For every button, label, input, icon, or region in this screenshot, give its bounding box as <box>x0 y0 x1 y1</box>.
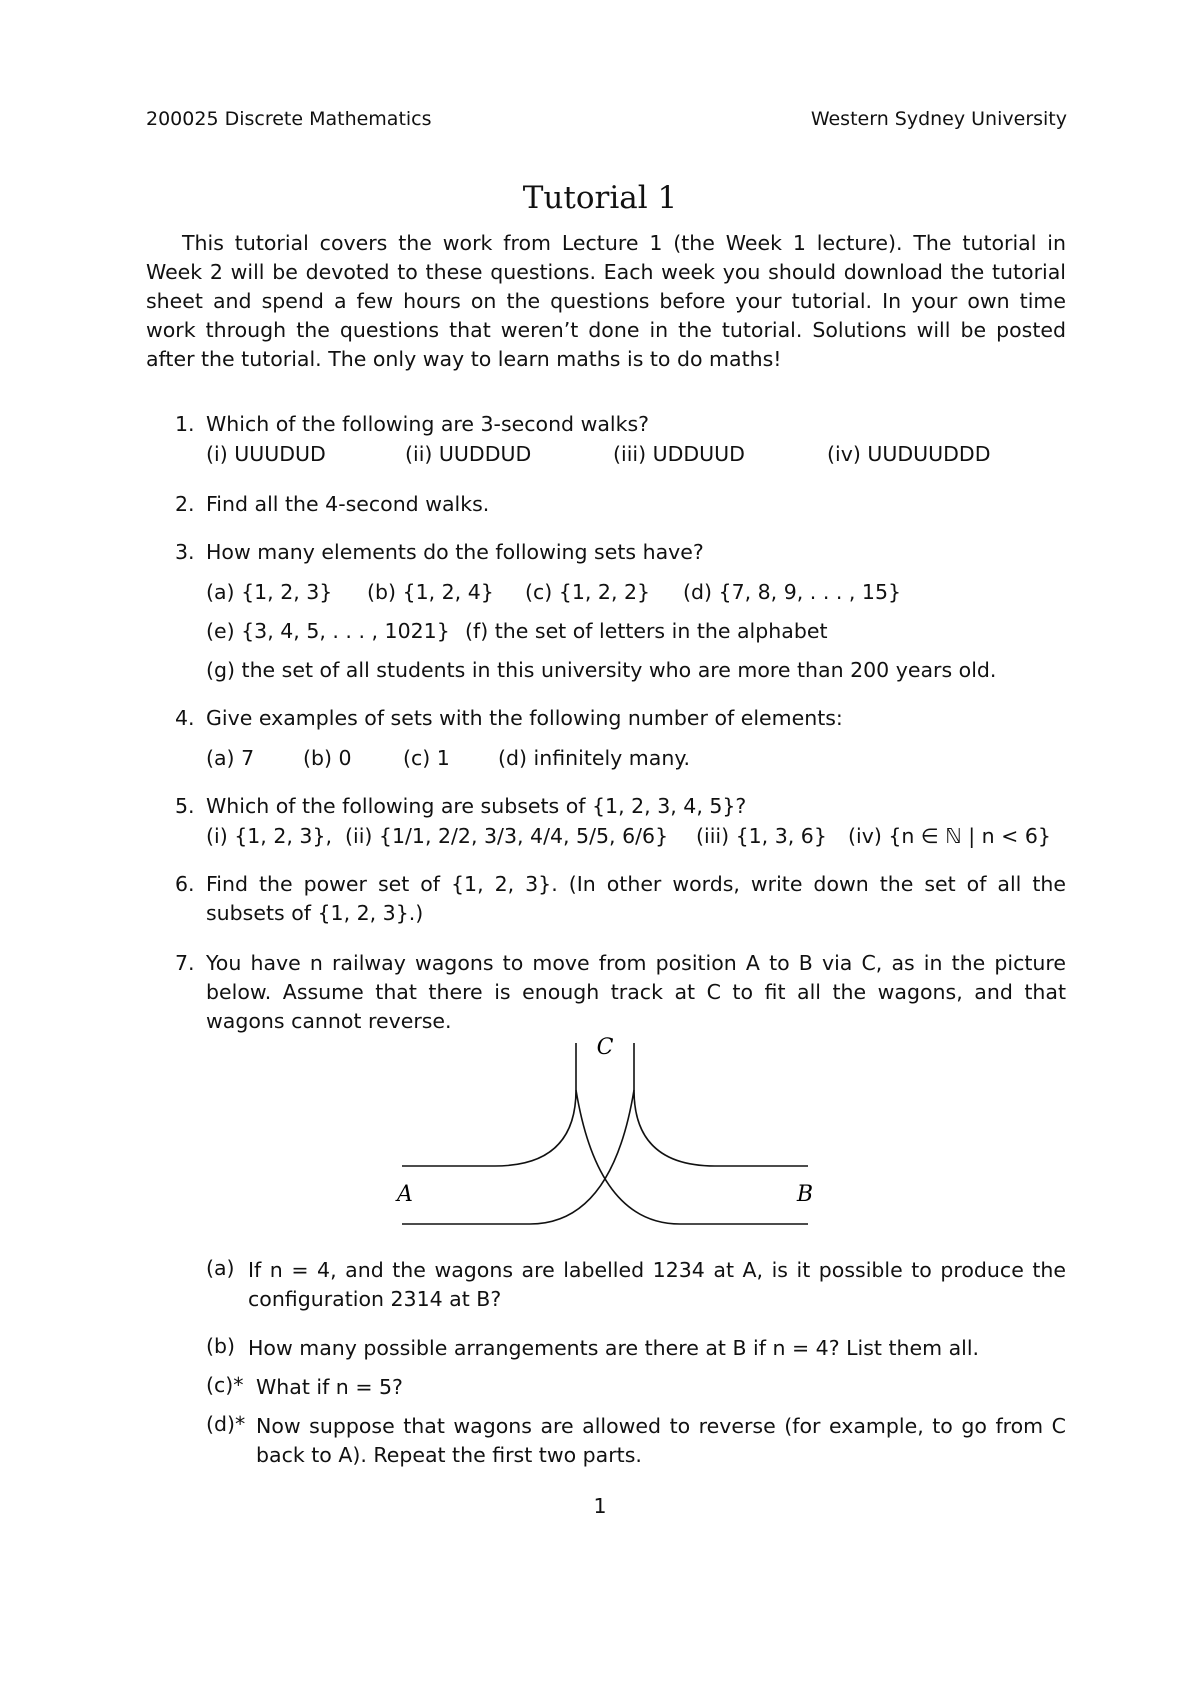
part-d: (d) {7, 8, 9, . . . , 15} <box>683 580 902 604</box>
question-text: How many elements do the following sets have? <box>206 540 704 564</box>
page-title: Tutorial 1 <box>522 180 678 216</box>
question-number: 5. <box>175 794 195 818</box>
question-text: Give examples of sets with the following number of elements: <box>206 706 843 730</box>
part-b: (b) 0 <box>303 746 352 770</box>
university-header: Western Sydney University <box>810 108 1067 130</box>
track-lower-left <box>402 1090 634 1224</box>
part-c-text: What if n = 5? <box>256 1375 403 1399</box>
track-upper-left <box>402 1043 576 1166</box>
option-ii: (ii) UUDDUD <box>405 442 532 466</box>
question-text: Which of the following are 3-second walks? <box>206 412 650 436</box>
part-a-label: (a) <box>206 1256 235 1280</box>
option-iv: (iv) {n ∈ ℕ | n < 6} <box>848 824 1051 848</box>
question-text: Which of the following are subsets of {1, 2, 3, 4, 5}? <box>206 794 747 818</box>
track-lower-right <box>576 1090 808 1224</box>
label-a: A <box>397 1182 413 1207</box>
part-c: (c) 1 <box>403 746 450 770</box>
question-number: 1. <box>175 412 195 436</box>
part-c-label: (c)* <box>206 1373 244 1397</box>
part-a: (a) {1, 2, 3} <box>206 580 333 604</box>
option-iii: (iii) UDDUUD <box>613 442 745 466</box>
part-a: (a) 7 <box>206 746 255 770</box>
track-upper-right <box>634 1043 808 1166</box>
option-ii: (ii) {1/1, 2/2, 3/3, 4/4, 5/5, 6/6} <box>345 824 669 848</box>
option-iii: (iii) {1, 3, 6} <box>696 824 827 848</box>
part-g: (g) the set of all students in this university who are more than 200 years old. <box>206 658 997 682</box>
part-a-text: If n = 4, and the wagons are labelled 1234 at A, is it possible to produce the configuration 2314 at B? <box>248 1258 1066 1311</box>
part-b-label: (b) <box>206 1334 236 1358</box>
option-i: (i) {1, 2, 3}, <box>206 824 333 848</box>
intro-paragraph: This tutorial covers the work from Lecture 1 (the Week 1 lecture). The tutorial in Week 2 will be devoted to these questions. Each week you should download the tutorial sheet and spend a few hours on the questions before your tutorial. In your own time work through the questions that weren’t done in the tutorial. Solutions will be posted after the tutorial. The only way to learn maths is to do maths! <box>146 231 1066 371</box>
question-text: Find all the 4-second walks. <box>206 492 490 516</box>
part-c: (c) {1, 2, 2} <box>525 580 651 604</box>
label-b: B <box>796 1182 814 1207</box>
part-f: (f) the set of letters in the alphabet <box>465 619 828 643</box>
question-text: You have n railway wagons to move from position A to B via C, as in the picture below. Assume that there is enough track at C to fit all the wagons, and that wagons cannot reverse. <box>206 951 1066 1033</box>
option-iv: (iv) UUDUUDDD <box>827 442 991 466</box>
question-number: 4. <box>175 706 195 730</box>
part-d-label: (d)* <box>206 1412 246 1436</box>
option-i: (i) UUUDUD <box>206 442 326 466</box>
course-header: 200025 Discrete Mathematics <box>146 108 432 130</box>
question-number: 7. <box>175 951 195 975</box>
page-number: 1 <box>593 1494 607 1518</box>
question-text: Find the power set of {1, 2, 3}. (In other words, write down the set of all the subsets of {1, 2, 3}.) <box>206 872 1066 925</box>
part-d: (d) infinitely many. <box>498 746 691 770</box>
railway-diagram <box>380 1035 830 1235</box>
part-d-text: Now suppose that wagons are allowed to reverse (for example, to go from C back to A). Repeat the first two parts. <box>256 1414 1066 1467</box>
part-b: (b) {1, 2, 4} <box>367 580 494 604</box>
label-c: C <box>596 1035 614 1060</box>
question-number: 6. <box>175 872 195 896</box>
question-number: 3. <box>175 540 195 564</box>
question-number: 2. <box>175 492 195 516</box>
part-e: (e) {3, 4, 5, . . . , 1021} <box>206 619 450 643</box>
part-b-text: How many possible arrangements are there at B if n = 4? List them all. <box>248 1336 980 1360</box>
